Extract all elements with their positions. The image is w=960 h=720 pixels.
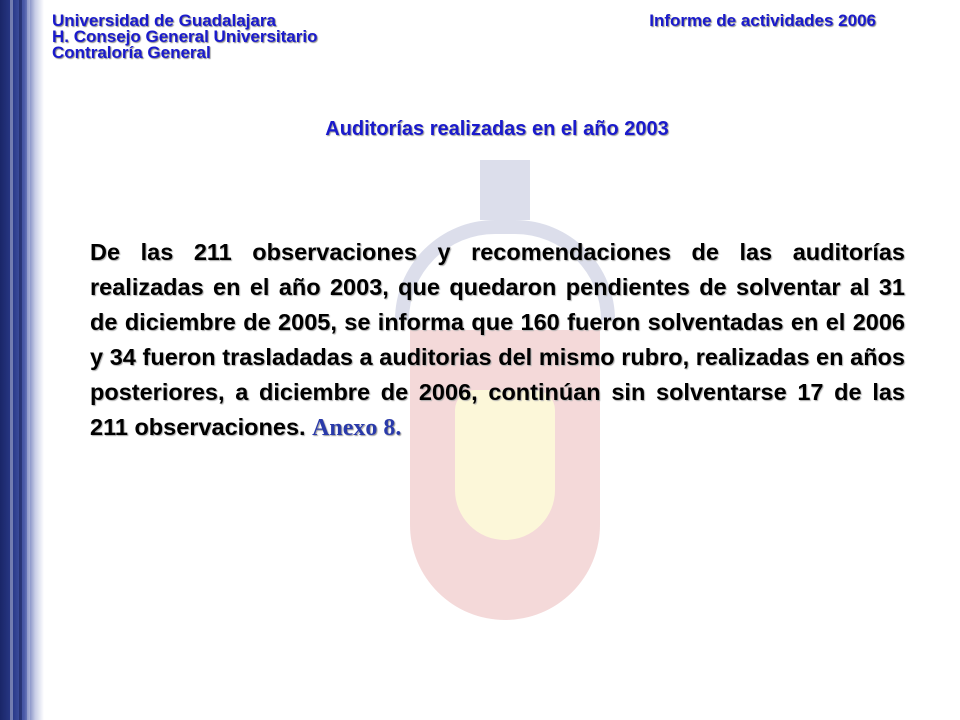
slide-title: Auditorías realizadas en el año 2003	[325, 118, 669, 140]
annex-reference: Anexo 8.	[312, 415, 402, 441]
paragraph-text: De las 211 observaciones y recomendaciones de las auditorías realizadas en el año 2003, que quedaron pendientes de solventar al 31 de diciembre de 2005, se informa que 160 fueron solventadas en el 2006 y 34 fueron trasladadas a auditorias del mismo rubro, realizadas en años posteriores, a diciembre de 2006, continúan sin solventarse 17 de las 211 observaciones.	[90, 239, 905, 440]
side-bar-stripe	[10, 0, 13, 720]
comptroller-name: Contraloría General	[52, 43, 211, 62]
university-name: Universidad de Guadalajara	[52, 11, 276, 30]
report-title: Informe de actividades 2006	[649, 11, 876, 30]
crest-cross	[480, 160, 530, 220]
page-header	[52, 13, 882, 61]
body-paragraph	[90, 235, 905, 446]
side-bar	[0, 0, 44, 720]
council-name: H. Consejo General Universitario	[52, 27, 318, 46]
side-bar-stripe	[19, 0, 22, 720]
side-bar-stripe	[27, 0, 30, 720]
